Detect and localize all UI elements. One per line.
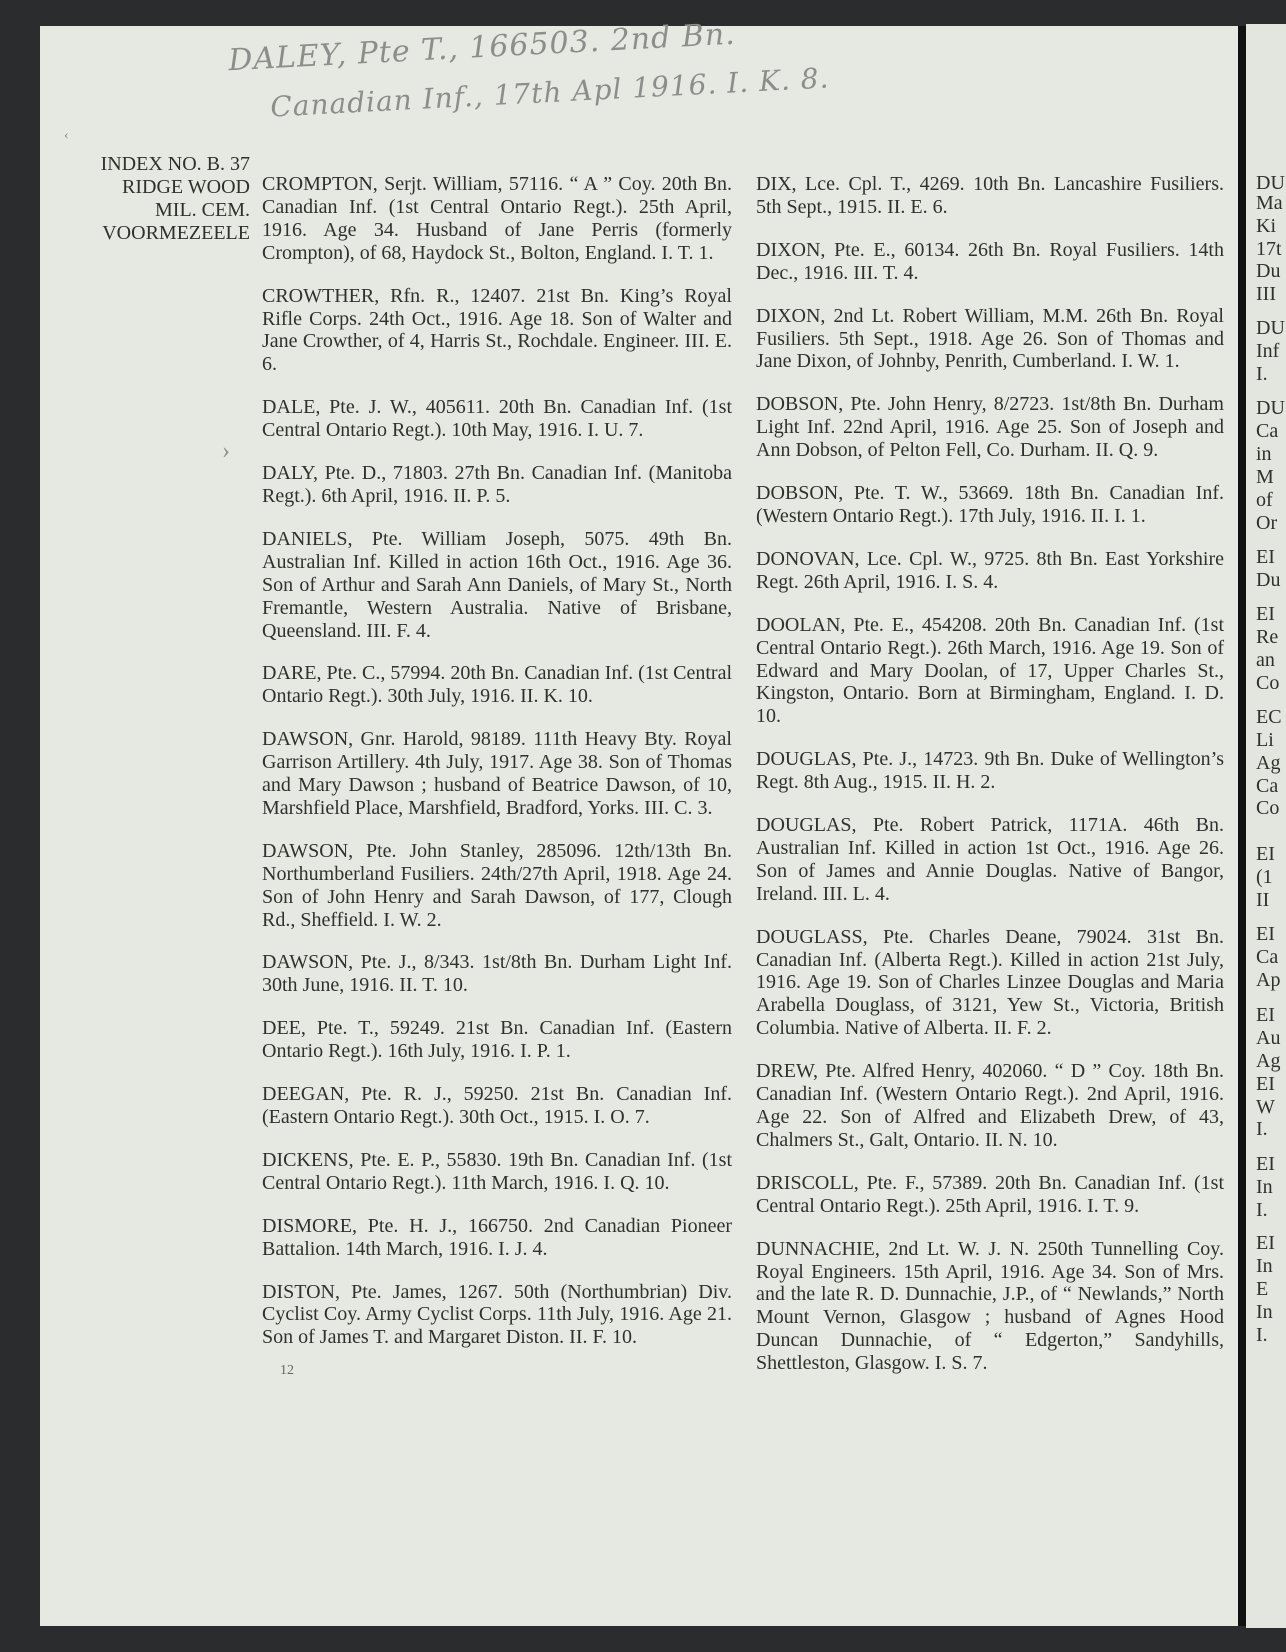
entries-column-right xyxy=(756,153,1224,1381)
adjacent-page-fragment: Inf xyxy=(1256,340,1280,362)
register-entry: CROMPTON, Serjt. William, 57116. “ A ” Coy. 20th Bn. Canadian Inf. (1st Central Ontario Regt.). 25th April, 1916. Age 34. Husband of Jane Perris (formerly Crompton), of 68, Haydock St., Bolton, England. I. T. 1. xyxy=(262,173,732,264)
register-entry: DALE, Pte. J. W., 405611. 20th Bn. Canadian Inf. (1st Central Ontario Regt.). 10th May, 1916. I. U. 7. xyxy=(262,396,732,442)
pencil-arrow-mark: › xyxy=(222,438,230,464)
register-entry: DAWSON, Pte. J., 8/343. 1st/8th Bn. Durham Light Inf. 30th June, 1916. II. T. 10. xyxy=(262,951,732,997)
adjacent-page-fragment: Ca xyxy=(1256,420,1279,442)
adjacent-page-fragment: Co xyxy=(1256,672,1280,694)
register-entry: DUNNACHIE, 2nd Lt. W. J. N. 250th Tunnelling Coy. Royal Engineers. 15th April, 1916. Age 34. Son of Mrs. and the late R. D. Dunnachie, J.P., of “ Newlands,” North Mount Vernon, Glasgow ; husband of Agnes Hood Duncan Dunnachie, of “ Edgerton,” Sandyhills, Shettleston, Glasgow. I. S. 7. xyxy=(756,1237,1224,1375)
register-entry: DEE, Pte. T., 59249. 21st Bn. Canadian Inf. (Eastern Ontario Regt.). 16th July, 1916. I. P. 1. xyxy=(262,1017,732,1063)
adjacent-page-fragment: Or xyxy=(1256,512,1278,534)
register-entry: DOUGLAS, Pte. J., 14723. 9th Bn. Duke of Wellington’s Regt. 8th Aug., 1915. II. H. 2. xyxy=(756,748,1224,794)
adjacent-page-fragment: EI xyxy=(1256,603,1275,625)
adjacent-page-fragment: EI xyxy=(1256,546,1275,568)
adjacent-page-fragment: Re xyxy=(1256,626,1279,648)
adjacent-page-fragment: Ma xyxy=(1256,192,1283,214)
adjacent-page-fragment: Ca xyxy=(1256,775,1279,797)
adjacent-page-fragment: EC xyxy=(1256,706,1282,728)
adjacent-page-fragment: I. xyxy=(1256,1199,1268,1221)
page-number: 12 xyxy=(280,1363,294,1378)
adjacent-page-fragment: DU xyxy=(1256,317,1285,339)
register-entry: DOOLAN, Pte. E., 454208. 20th Bn. Canadian Inf. (1st Central Ontario Regt.). 26th March, 1916. Age 19. Son of Edward and Mary Doolan, of 17, Upper Charles St., Kingston, Ontario. Born at Birmingham, England. I. D. 10. xyxy=(756,613,1224,728)
register-entry: DOBSON, Pte. T. W., 53669. 18th Bn. Canadian Inf. (Western Ontario Regt.). 17th July, 1916. II. I. 1. xyxy=(756,482,1224,527)
register-entry: CROWTHER, Rfn. R., 12407. 21st Bn. King’s Royal Rifle Corps. 24th Oct., 1916. Age 18. Son of Walter and Jane Crowther, of 4, Harris St., Rochdale. Engineer. III. E. 6. xyxy=(262,284,732,376)
register-entry: DOUGLAS, Pte. Robert Patrick, 1171A. 46th Bn. Australian Inf. Killed in action 1st Oct., 1916. Age 26. Son of James and Annie Douglas. Native of Bangor, Ireland. III. L. 4. xyxy=(756,814,1224,905)
cemetery-location: VOORMEZEELE xyxy=(102,222,250,244)
register-entry: DISTON, Pte. James, 1267. 50th (Northumbrian) Div. Cyclist Coy. Army Cyclist Corps. 11th July, 1916. Age 21. Son of James T. and Margaret Diston. II. F. 10. xyxy=(262,1280,732,1349)
adjacent-page-fragment: DU xyxy=(1256,172,1285,194)
adjacent-page-fragment: Ag xyxy=(1256,752,1281,774)
adjacent-page-fragment: Au xyxy=(1256,1027,1281,1049)
pencil-mark-small: ‹ xyxy=(64,128,69,143)
index-number: INDEX NO. B. 37 xyxy=(100,153,250,175)
adjacent-page-fragment: II xyxy=(1256,889,1270,911)
register-entry: DRISCOLL, Pte. F., 57389. 20th Bn. Canadian Inf. (1st Central Ontario Regt.). 25th April, 1916. I. T. 9. xyxy=(756,1171,1224,1217)
adjacent-page-fragment: Co xyxy=(1256,797,1280,819)
adjacent-page-fragment: EI xyxy=(1256,923,1275,945)
adjacent-page-fragment: EI xyxy=(1256,1004,1275,1026)
adjacent-page-fragment: Ca xyxy=(1256,946,1279,968)
register-entry: DIXON, 2nd Lt. Robert William, M.M. 26th Bn. Royal Fusiliers. 5th Sept., 1918. Age 26. Son of Thomas and Jane Dixon, of Johnby, Penrith, Cumberland. I. W. 1. xyxy=(756,304,1224,373)
adjacent-page-fragment: I. xyxy=(1256,1118,1268,1140)
register-entry: DAWSON, Gnr. Harold, 98189. 111th Heavy Bty. Royal Garrison Artillery. 4th July, 1917. Age 38. Son of Thomas and Mary Dawson ; husband of Beatrice Dawson, of 10, Marshfield Place, Marshfield, Bradford, Yorks. III. C. 3. xyxy=(262,728,732,819)
adjacent-page-fragment: In xyxy=(1256,1301,1273,1323)
adjacent-page-fragment: of xyxy=(1256,489,1273,511)
cemetery-name: RIDGE WOOD xyxy=(122,176,250,198)
entries-column-left xyxy=(262,153,732,1355)
register-entry: DEEGAN, Pte. R. J., 59250. 21st Bn. Canadian Inf. (Eastern Ontario Regt.). 30th Oct., 1915. I. O. 7. xyxy=(262,1083,732,1128)
adjacent-page-fragment: M xyxy=(1256,466,1274,488)
adjacent-page-fragment: DU xyxy=(1256,397,1285,419)
register-entry: DREW, Pte. Alfred Henry, 402060. “ D ” Coy. 18th Bn. Canadian Inf. (Western Ontario Regt.). 2nd April, 1916. Age 22. Son of Alfred and Elizabeth Drew, of 43, Chalmers St., Galt, Ontario. II. N. 10. xyxy=(756,1060,1224,1151)
register-entry: DARE, Pte. C., 57994. 20th Bn. Canadian Inf. (1st Central Ontario Regt.). 30th July, 1916. II. K. 10. xyxy=(262,662,732,708)
adjacent-page-fragment: Ap xyxy=(1256,969,1281,991)
register-entry: DONOVAN, Lce. Cpl. W., 9725. 8th Bn. East Yorkshire Regt. 26th April, 1916. I. S. 4. xyxy=(756,547,1224,593)
adjacent-page-fragment: EI xyxy=(1256,1153,1275,1175)
handwritten-note-line1: DALEY, Pte T., 166503. 2nd Bn. xyxy=(227,16,737,79)
adjacent-page-fragment: 17t xyxy=(1256,238,1282,260)
adjacent-page-fragment: W xyxy=(1256,1096,1275,1118)
adjacent-page-fragment: EI xyxy=(1256,1232,1275,1254)
register-entry: DOBSON, Pte. John Henry, 8/2723. 1st/8th Bn. Durham Light Inf. 22nd April, 1916. Age 25. Son of Joseph and Ann Dobson, of Pelton Fell, Co. Durham. II. Q. 9. xyxy=(756,393,1224,462)
register-entry: DOUGLASS, Pte. Charles Deane, 79024. 31st Bn. Canadian Inf. (Alberta Regt.). Killed in action 21st July, 1916. Age 19. Son of Charles Linzee Douglas and Maria Arabella Douglass, of 3121, Yew St., Victoria, British Columbia. Native of Alberta. II. F. 2. xyxy=(756,925,1224,1040)
register-entry: DISMORE, Pte. H. J., 166750. 2nd Canadian Pioneer Battalion. 14th March, 1916. I. J. 4. xyxy=(262,1214,732,1260)
adjacent-page-fragment: E xyxy=(1256,1278,1269,1300)
adjacent-page-fragment: Ag xyxy=(1256,1050,1281,1072)
adjacent-page-fragment: In xyxy=(1256,1176,1273,1198)
adjacent-page-fragment: EI xyxy=(1256,1073,1275,1095)
register-entry: DANIELS, Pte. William Joseph, 5075. 49th Bn. Australian Inf. Killed in action 16th Oct., 1916. Age 36. Son of Arthur and Sarah Ann Daniels, of Mary St., North Fremantle, Western Australia. Native of Brisbane, Queensland. III. F. 4. xyxy=(262,527,732,642)
register-entry: DICKENS, Pte. E. P., 55830. 19th Bn. Canadian Inf. (1st Central Ontario Regt.). 11th March, 1916. I. Q. 10. xyxy=(262,1148,732,1194)
adjacent-page-fragment: I. xyxy=(1256,1324,1268,1346)
adjacent-page-fragment: Ki xyxy=(1256,215,1276,237)
adjacent-page-fragment: III xyxy=(1256,283,1276,305)
register-entry: DIXON, Pte. E., 60134. 26th Bn. Royal Fusiliers. 14th Dec., 1916. III. T. 4. xyxy=(756,238,1224,284)
adjacent-page-fragment: in xyxy=(1256,443,1272,465)
adjacent-page-fragment: I. xyxy=(1256,363,1268,385)
adjacent-page-fragment: Du xyxy=(1256,569,1281,591)
adjacent-page-fragment: EI xyxy=(1256,843,1275,865)
adjacent-page-fragment: In xyxy=(1256,1255,1273,1277)
adjacent-page-fragment: Li xyxy=(1256,729,1274,751)
handwritten-note-line2: Canadian Inf., 17th Apl 1916. I. K. 8. xyxy=(269,61,831,124)
register-entry: DALY, Pte. D., 71803. 27th Bn. Canadian Inf. (Manitoba Regt.). 6th April, 1916. II. P. 5. xyxy=(262,462,732,507)
cemetery-type: MIL. CEM. xyxy=(155,199,250,221)
register-entry: DAWSON, Pte. John Stanley, 285096. 12th/13th Bn. Northumberland Fusiliers. 24th/27th April, 1918. Age 24. Son of John Henry and Sarah Dawson, of 177, Clough Rd., Sheffield. I. W. 2. xyxy=(262,839,732,931)
adjacent-page-fragment: an xyxy=(1256,649,1275,671)
adjacent-page-fragment: (1 xyxy=(1256,866,1273,888)
register-entry: DIX, Lce. Cpl. T., 4269. 10th Bn. Lancashire Fusiliers. 5th Sept., 1915. II. E. 6. xyxy=(756,173,1224,218)
cemetery-index-label xyxy=(60,153,250,245)
adjacent-page-fragment: Du xyxy=(1256,260,1281,282)
